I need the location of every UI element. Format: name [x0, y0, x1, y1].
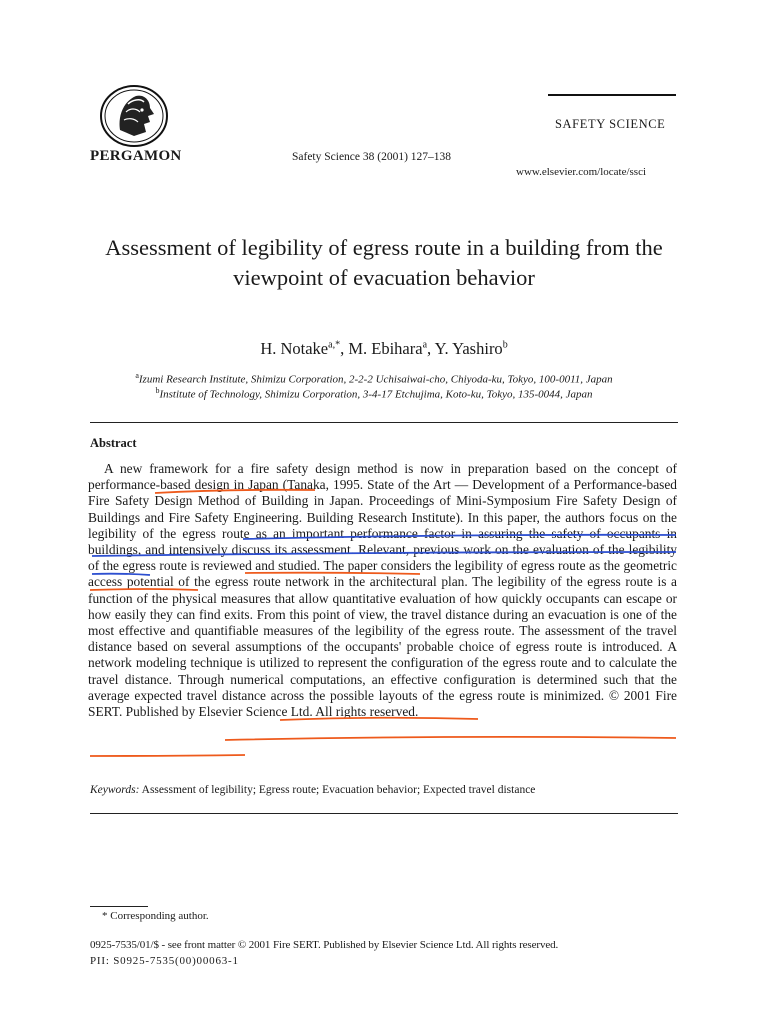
author-name: M. Ebihara — [348, 339, 423, 358]
keywords-list: Assessment of legibility; Egress route; Evacuation behavior; Expected travel distance — [141, 784, 536, 796]
abstract-text: A new framework for a fire safety design method is now in preparation based on the concept of performance-based design in Japan (Tanaka, 1995. State of the Art — Development of a Performance-based Fire Safety Design Method of Building in Japan. Proceedings of Mini-Symposium Fire Safety Design of Buildings and Fire Safety Engineering. Building Research Institute). In this paper, the authors focus on the legibility of the egress route as an important performance factor in assuring the safety of occupants in buildings, and intensively discuss its assessment. Relevant, previous work on the evaluation of the legibility of the egress route is reviewed and studied. The paper considers the legibility of egress route as the geometric access potential of the egress route network in the architectural plan. The legibility of the egress route is a function of the physical measures that allow quantitative evaluation of how quickly occupants can escape or how easily they can find exits. From this point of view, the travel distance during an evacuation is one of the most effective and quantifiable measures of the legibility of the egress route. The assessment of the travel distance based on several assumptions of the occupants' probable choice of egress route is introduced. A network modeling technique is utilized to represent the configuration of the egress route and to calculate the travel distance. Through numerical computations, an effective configuration is determined such that the average expected travel distance across the possible layouts of the egress route is minimized. © 2001 Fire SERT. Published by Elsevier Science Ltd. All rights reserved. — [88, 461, 677, 720]
orange-underline — [225, 737, 676, 740]
keywords-label: Keywords: — [90, 784, 140, 796]
corresponding-author-footnote: * Corresponding author. — [102, 910, 209, 922]
affiliation-mark: b — [155, 386, 160, 395]
pergamon-logo — [98, 84, 170, 148]
affiliation-a — [70, 371, 678, 386]
copyright-line: 0925-7535/01/$ - see front matter © 2001 Fire SERT. Published by Elsevier Science Ltd. All rights reserved. — [90, 939, 559, 951]
author-affiliation-mark: a,* — [328, 339, 341, 351]
orange-underline — [90, 755, 245, 756]
affiliation-text: Institute of Technology, Shimizu Corporation, 3-4-17 Etchujima, Koto-ku, Tokyo, 135-0044, Japan — [159, 388, 593, 401]
article-title: Assessment of legibility of egress route in a building from the viewpoint of evacuation behavior — [105, 235, 663, 290]
keywords — [90, 784, 678, 796]
header-rule — [548, 94, 676, 96]
affiliation-text: Izumi Research Institute, Shimizu Corporation, 2-2-2 Uchisaiwai-cho, Chiyoda-ku, Tokyo, 100-0011, Japan — [138, 373, 613, 386]
journal-url[interactable]: www.elsevier.com/locate/ssci — [516, 166, 647, 178]
section-divider — [90, 422, 678, 423]
section-divider — [90, 813, 678, 814]
affiliation-b — [70, 386, 678, 401]
author-name: Y. Yashiro — [434, 339, 503, 358]
affiliation-mark: a — [135, 371, 139, 380]
author-affiliation-mark: a — [422, 339, 428, 351]
footnote-rule — [90, 906, 148, 907]
author-separator: , — [340, 339, 349, 358]
abstract-heading: Abstract — [90, 436, 137, 450]
journal-name: SAFETY SCIENCE — [555, 117, 666, 131]
author-affiliation-mark: b — [502, 339, 508, 351]
author-list — [90, 339, 678, 359]
pii-line: PII: S0925-7535(00)00063-1 — [90, 955, 239, 967]
journal-reference: Safety Science 38 (2001) 127–138 — [292, 151, 452, 163]
author-name: H. Notake — [260, 339, 329, 358]
author-separator: , — [427, 339, 435, 358]
publisher-name: PERGAMON — [90, 148, 182, 164]
